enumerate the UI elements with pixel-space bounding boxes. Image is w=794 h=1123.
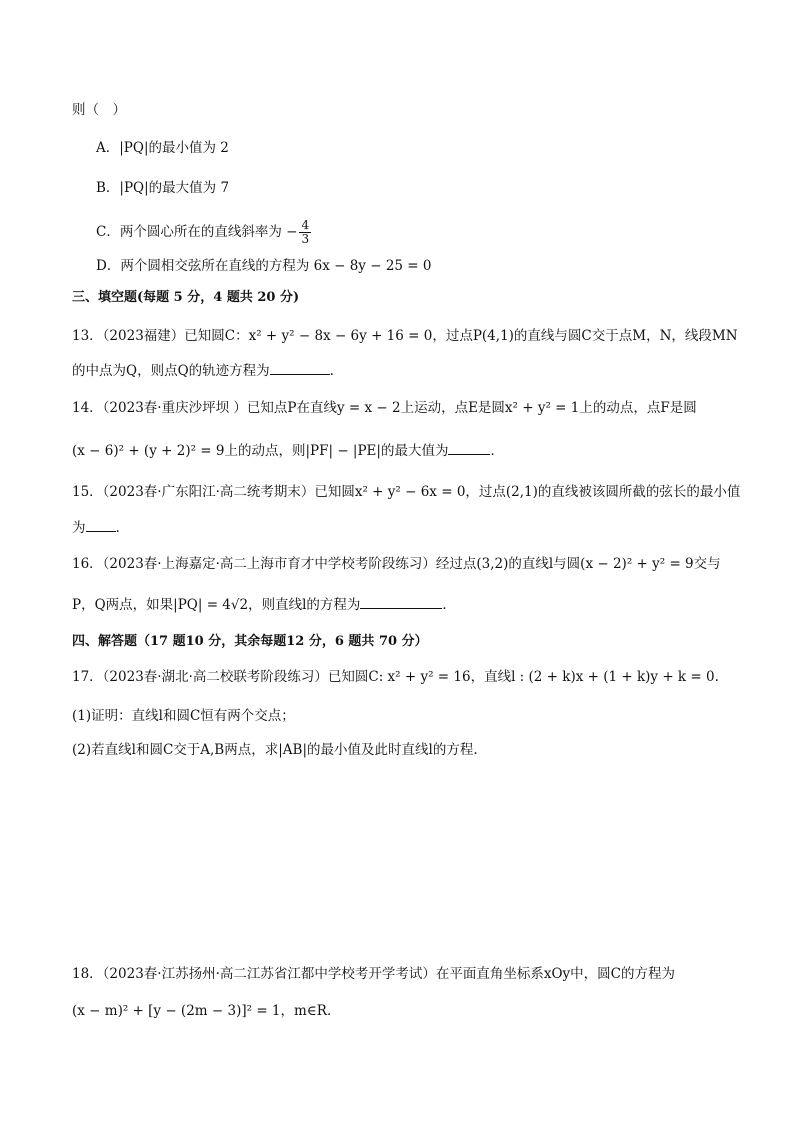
q15-line2-text: 为 — [72, 520, 86, 536]
section-title-fill-in: 三、填空题(每题 5 分，4 题共 20 分) — [72, 290, 300, 305]
q16-line2 — [72, 594, 456, 615]
q17-line1: 17．（2023春·湖北·高二校联考阶段练习）已知圆C: x² + y² = 16，直线l : (2 + k)x + (1 + k)y + k = 0. — [72, 669, 719, 685]
q13-line2-text: 的中点为Q，则点Q的轨迹方程为 — [72, 363, 270, 379]
q12-option-b: B．|PQ|的最大值为 7 — [96, 180, 230, 196]
q17-part2: (2)若直线l和圆C交于A,B两点，求|AB|的最小值及此时直线l的方程. — [72, 742, 478, 758]
q12-option-c — [96, 219, 311, 246]
q16-line2-text: P，Q两点，如果|PQ| = 4√2，则直线l的方程为 — [72, 597, 361, 613]
q18-line1: 18．（2023春·江苏扬州·高二江苏省江都中学校考开学考试）在平面直角坐标系xOy中，圆C的方程为 — [72, 966, 676, 982]
q14-end: ． — [490, 443, 504, 459]
q16-end: ． — [442, 597, 456, 613]
q16-line1: 16．（2023春·上海嘉定·高二上海市育才中学校考阶段练习）经过点(3,2)的直线l与圆(x − 2)² + y² = 9交与 — [72, 556, 721, 572]
fraction-denominator: 3 — [301, 232, 310, 246]
answer-blank — [360, 594, 442, 609]
q15-end: . — [115, 520, 120, 536]
fraction — [299, 219, 311, 246]
q12-option-c-text: C．两个圆心所在的直线斜率为 − — [96, 224, 298, 240]
section-title-solutions: 四、解答题（17 题10 分，其余每题12 分，6 题共 70 分） — [72, 634, 428, 649]
q12-option-a: A．|PQ|的最小值为 2 — [96, 140, 229, 156]
q18-line2: (x − m)² + [y − (2m − 3)]² = 1，m∈R． — [72, 1003, 341, 1019]
q14-line2 — [72, 440, 504, 461]
fraction-numerator: 4 — [301, 218, 310, 232]
q13-line2 — [72, 360, 334, 381]
q14-line1: 14．（2023春·重庆沙坪坝 ）已知点P在直线y = x − 2上运动，点E是圆x² + y² = 1上的动点，点F是圆 — [72, 400, 697, 416]
q12-option-d: D．两个圆相交弦所在直线的方程为 6x − 8y − 25 = 0 — [96, 258, 432, 274]
q13-end: . — [329, 363, 334, 379]
q14-line2-text: (x − 6)² + (y + 2)² = 9上的动点，则|PF| − |PE|的最大值为 — [72, 443, 449, 459]
answer-blank — [448, 440, 490, 455]
q15-line2 — [72, 517, 120, 538]
q15-line1: 15．（2023春·广东阳江·高二统考期末）已知圆x² + y² − 6x = 0，过点(2,1)的直线被该圆所截的弦长的最小值 — [72, 484, 741, 500]
q12-stem-tail: 则（ ） — [72, 102, 126, 118]
q17-part1: (1)证明：直线l和圆C恒有两个交点； — [72, 708, 295, 724]
q13-line1: 13．（2023福建）已知圆C：x² + y² − 8x − 6y + 16 = 0，过点P(4,1)的直线与圆C交于点M，N，线段MN — [72, 328, 738, 344]
answer-blank — [270, 360, 330, 375]
answer-blank — [86, 517, 116, 532]
